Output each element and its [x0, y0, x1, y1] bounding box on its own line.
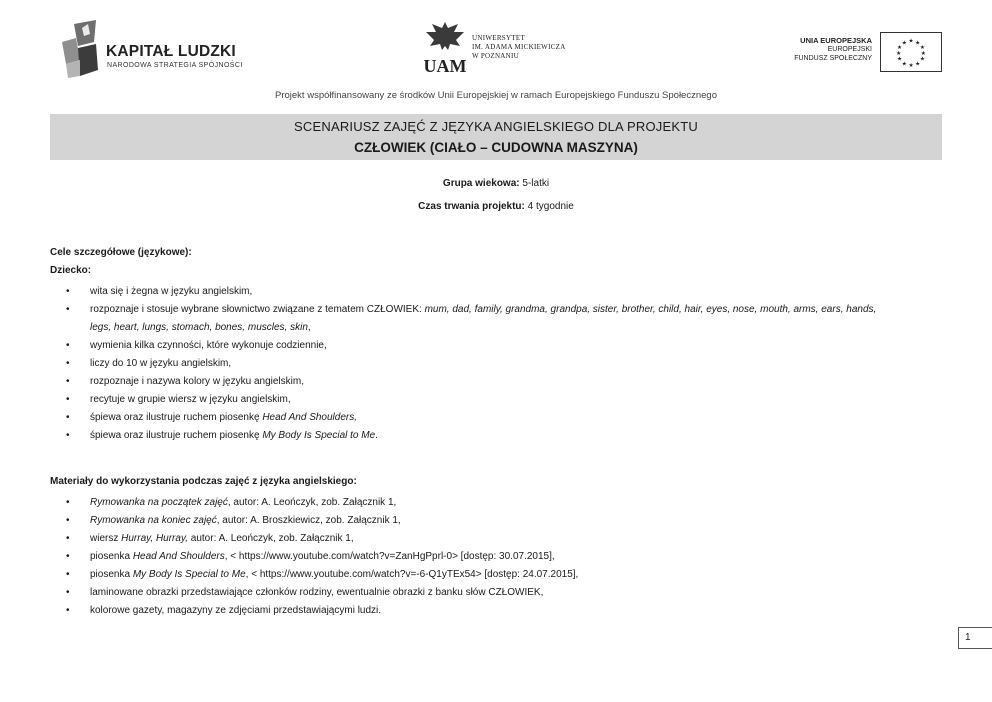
- duration-label: Czas trwania projektu:: [418, 201, 525, 212]
- list-item: • wiersz Hurray, Hurray, autor: A. Leończyk, zob. Załącznik 1,: [64, 530, 944, 548]
- svg-text:★: ★: [919, 45, 925, 52]
- svg-text:UAM: UAM: [424, 56, 466, 76]
- svg-text:★: ★: [919, 56, 925, 63]
- uam-logo: [424, 20, 594, 80]
- svg-text:★: ★: [897, 45, 903, 52]
- document-title-band: [50, 114, 942, 160]
- page-number: 1: [958, 627, 992, 649]
- eu-fund-text: [794, 36, 872, 63]
- uam-eagle-icon: [424, 20, 466, 76]
- age-group-value: 5-latki: [519, 178, 550, 189]
- document-title: SCENARIUSZ ZAJĘĆ Z JĘZYKA ANGIELSKIEGO DLA PROJEKTU: [294, 119, 698, 134]
- age-group: [0, 178, 992, 189]
- svg-text:★: ★: [908, 63, 914, 70]
- age-group-label: Grupa wiekowa:: [442, 178, 520, 189]
- goals-list: [64, 283, 944, 445]
- eu-line3: FUNDUSZ SPOŁECZNY: [794, 55, 872, 62]
- svg-text:★: ★: [896, 50, 902, 57]
- list-item: • wita się i żegna w języku angielskim,: [64, 283, 944, 301]
- goals-subheading: Dziecko:: [50, 265, 92, 276]
- page-header: [0, 0, 992, 80]
- document-subtitle: CZŁOWIEK (CIAŁO – CUDOWNA MASZYNA): [354, 140, 638, 155]
- svg-text:★: ★: [915, 40, 921, 47]
- svg-text:★: ★: [897, 56, 903, 63]
- list-item: • rozpoznaje i nazywa kolory w języku angielskim,: [64, 373, 944, 391]
- kapital-ludzki-subtitle: NARODOWA STRATEGIA SPÓJNOŚCI: [107, 62, 243, 69]
- list-item: • piosenka Head And Shoulders, < https://www.youtube.com/watch?v=ZanHgPprl-0> [dostęp: 30.07.2015],: [64, 548, 944, 566]
- kapital-ludzki-logo: [60, 20, 260, 82]
- list-item: • rozpoznaje i stosuje wybrane słownictwo związane z tematem CZŁOWIEK: mum, dad, family, grandma, grandpa, sister, brother, child, hair, eyes, nose, mouth, arms, ears, hands, legs, heart, lungs, stomach, bones, muscles, skin,: [64, 301, 944, 337]
- list-item: • liczy do 10 w języku angielskim,: [64, 355, 944, 373]
- list-item: • kolorowe gazety, magazyny ze zdjęciami przedstawiającymi ludzi.: [64, 602, 944, 620]
- list-item: • śpiewa oraz ilustruje ruchem piosenkę Head And Shoulders,: [64, 409, 944, 427]
- eu-line1: UNIA EUROPEJSKA: [800, 36, 872, 45]
- uam-name-line3: W POZNANIU: [472, 52, 520, 60]
- list-item: • recytuje w grupie wiersz w języku angielskim,: [64, 391, 944, 409]
- materials-heading: Materiały do wykorzystania podczas zajęć z języka angielskiego:: [50, 476, 357, 487]
- kapital-ludzki-mark-icon: [60, 20, 100, 78]
- list-item: • Rymowanka na początek zajęć, autor: A. Leończyk, zob. Załącznik 1,: [64, 494, 944, 512]
- list-item: • śpiewa oraz ilustruje ruchem piosenkę My Body Is Special to Me.: [64, 427, 944, 445]
- duration-value: 4 tygodnie: [524, 201, 574, 212]
- svg-text:★: ★: [901, 61, 907, 68]
- list-item: • piosenka My Body Is Special to Me, < https://www.youtube.com/watch?v=-6-Q1yTEx54> [dostęp: 24.07.2015],: [64, 566, 944, 584]
- eu-line2: EUROPEJSKI: [827, 46, 872, 53]
- cofinance-note: Projekt współfinansowany ze środków Unii Europejskiej w ramach Europejskiego Funduszu Społecznego: [275, 90, 717, 101]
- svg-text:★: ★: [908, 38, 914, 45]
- uam-name-line2: IM. ADAMA MICKIEWICZA: [472, 43, 566, 51]
- materials-list: [64, 494, 944, 620]
- svg-text:★: ★: [920, 50, 926, 57]
- project-duration: [0, 201, 992, 212]
- list-item: • laminowane obrazki przedstawiające członków rodziny, ewentualnie obrazki z banku słów CZŁOWIEK,: [64, 584, 944, 602]
- svg-text:★: ★: [901, 40, 907, 47]
- svg-text:★: ★: [915, 61, 921, 68]
- list-item: • Rymowanka na koniec zajęć, autor: A. Broszkiewicz, zob. Załącznik 1,: [64, 512, 944, 530]
- kapital-ludzki-title: KAPITAŁ LUDZKI: [106, 43, 236, 60]
- goals-heading: Cele szczegółowe (językowe):: [50, 247, 192, 258]
- eu-flag-icon: [880, 32, 942, 72]
- uam-name-line1: UNIWERSYTET: [472, 34, 526, 42]
- list-item: • wymienia kilka czynności, które wykonuje codziennie,: [64, 337, 944, 355]
